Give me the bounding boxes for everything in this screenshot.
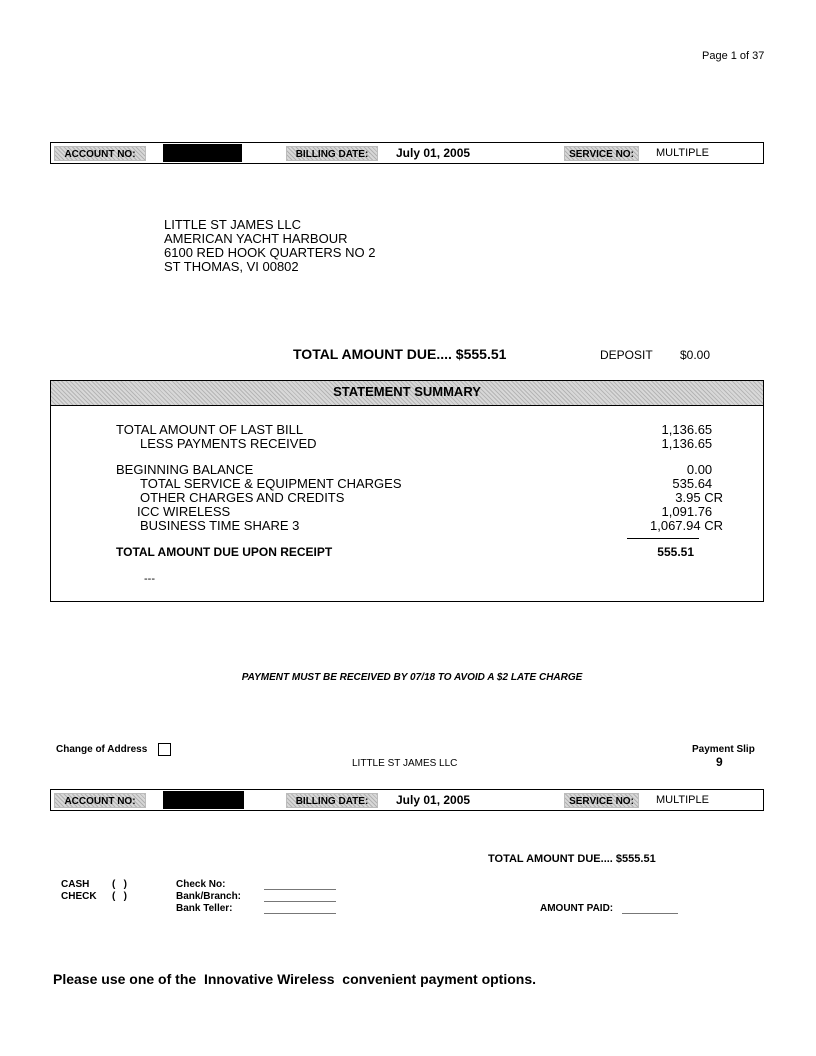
summary-row-label: BEGINNING BALANCE — [116, 462, 254, 477]
redacted-account-number — [163, 144, 242, 162]
account-label: ACCOUNT NO: — [54, 146, 146, 161]
address-line: LITTLE ST JAMES LLC — [164, 217, 302, 232]
summary-row-amount: 1,091.76 — [661, 504, 723, 519]
slip-customer-name: LITTLE ST JAMES LLC — [352, 758, 458, 769]
account-label: ACCOUNT NO: — [54, 793, 146, 808]
summary-row-amount: 3.95 CR — [675, 490, 723, 505]
summary-row-amount: 0.00 — [686, 462, 723, 477]
billing-date-value: July 01, 2005 — [396, 793, 471, 807]
amount-paid-label: AMOUNT PAID: — [540, 903, 614, 914]
late-charge-notice: PAYMENT MUST BE RECEIVED BY 07/18 TO AVOID A $2 LATE CHARGE — [241, 672, 583, 683]
summary-row-label: BUSINESS TIME SHARE 3 — [140, 518, 300, 533]
summary-row-amount: 1,067.94 CR — [650, 518, 723, 533]
total-due-upon-receipt-amount: 555.51 — [657, 545, 694, 559]
deposit-value: $0.00 — [680, 348, 711, 362]
bank-teller-field[interactable] — [264, 913, 336, 914]
address-line: 6100 RED HOOK QUARTERS NO 2 — [164, 245, 376, 260]
check-no-label: Check No: — [176, 879, 226, 890]
address-line: ST THOMAS, VI 00802 — [164, 259, 299, 274]
billing-date-label: BILLING DATE: — [286, 793, 378, 808]
address-line: AMERICAN YACHT HARBOUR — [164, 231, 348, 246]
statement-summary — [50, 380, 764, 602]
bank-teller-label: Bank Teller: — [176, 903, 233, 914]
cash-option[interactable]: ( ) — [112, 879, 127, 890]
total-due-upon-receipt-label: TOTAL AMOUNT DUE UPON RECEIPT — [116, 545, 333, 559]
change-of-address-checkbox[interactable] — [158, 743, 171, 756]
summary-row-label: TOTAL SERVICE & EQUIPMENT CHARGES — [140, 476, 402, 491]
slip-total-amount-due: TOTAL AMOUNT DUE.... $555.51 — [488, 853, 656, 865]
bank-branch-field[interactable] — [264, 901, 336, 902]
summary-dashes: --- — [144, 573, 155, 585]
summary-row-amount: 1,136.65 — [661, 422, 723, 437]
redacted-account-number — [163, 791, 244, 809]
summary-row-amount: 1,136.65 — [661, 436, 723, 451]
summary-row-amount: 535.64 — [672, 476, 723, 491]
service-label: SERVICE NO: — [564, 793, 639, 808]
service-value: MULTIPLE — [656, 147, 709, 159]
page-indicator: Page 1 of 37 — [702, 50, 765, 62]
summary-row-label: LESS PAYMENTS RECEIVED — [140, 436, 317, 451]
amount-paid-field[interactable] — [622, 913, 678, 914]
service-value: MULTIPLE — [656, 794, 709, 806]
payment-options-footer: Please use one of the Innovative Wireless convenient payment options. — [53, 971, 536, 987]
change-of-address-label: Change of Address — [56, 744, 148, 755]
subtotal-rule — [627, 538, 699, 539]
header-info-bar — [50, 142, 764, 164]
summary-row-label: ICC WIRELESS — [137, 504, 231, 519]
check-option[interactable]: ( ) — [112, 891, 127, 902]
service-label: SERVICE NO: — [564, 146, 639, 161]
summary-row-label: TOTAL AMOUNT OF LAST BILL — [116, 422, 304, 437]
mailing-address — [164, 218, 375, 274]
payment-slip-number: 9 — [716, 755, 723, 769]
cash-label: CASH — [61, 879, 90, 890]
check-no-field[interactable] — [264, 889, 336, 890]
check-label: CHECK — [61, 891, 97, 902]
deposit-label: DEPOSIT — [600, 348, 653, 362]
billing-date-label: BILLING DATE: — [286, 146, 378, 161]
billing-date-value: July 01, 2005 — [396, 146, 471, 160]
slip-info-bar — [50, 789, 764, 811]
summary-row-label: OTHER CHARGES AND CREDITS — [140, 490, 345, 505]
bank-branch-label: Bank/Branch: — [176, 891, 242, 902]
total-amount-due: TOTAL AMOUNT DUE.... $555.51 — [293, 346, 507, 362]
summary-title: STATEMENT SUMMARY — [51, 381, 763, 406]
payment-slip-label: Payment Slip — [692, 744, 755, 755]
